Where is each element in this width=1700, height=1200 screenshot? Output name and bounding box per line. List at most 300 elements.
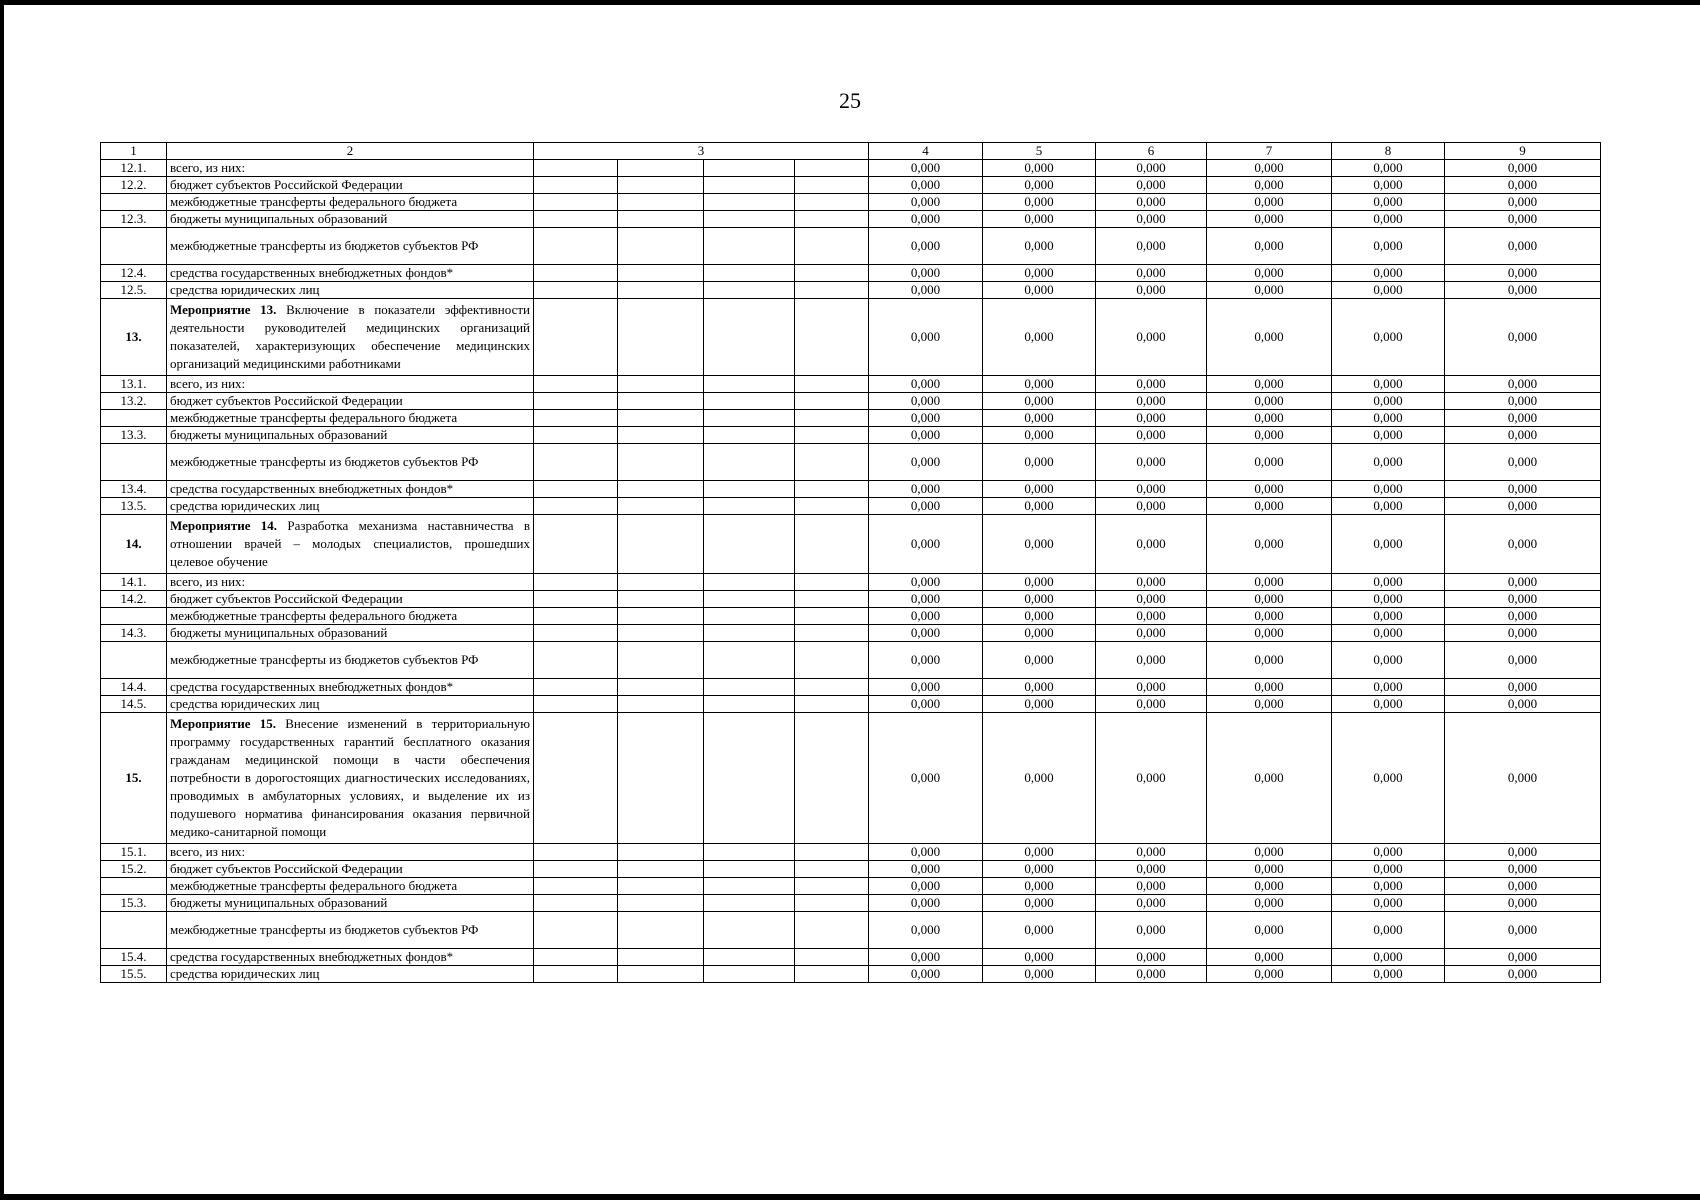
value-cell: 0,000 [1207, 376, 1332, 393]
row-label: межбюджетные трансферты из бюджетов субъектов РФ [167, 444, 534, 481]
blank-cell [534, 515, 618, 574]
table-row [101, 949, 1601, 966]
value-cell: 0,000 [869, 625, 983, 642]
value-cell: 0,000 [1332, 844, 1445, 861]
blank-cell [534, 713, 618, 844]
table-row [101, 393, 1601, 410]
value-cell: 0,000 [1096, 713, 1207, 844]
row-label: бюджет субъектов Российской Федерации [167, 393, 534, 410]
table-row [101, 481, 1601, 498]
blank-cell [704, 265, 795, 282]
blank-cell [534, 574, 618, 591]
blank-cell [704, 376, 795, 393]
blank-cell [795, 228, 869, 265]
value-cell: 0,000 [1445, 912, 1601, 949]
value-cell: 0,000 [1332, 895, 1445, 912]
blank-cell [618, 515, 704, 574]
value-cell: 0,000 [983, 713, 1096, 844]
row-code [101, 444, 167, 481]
value-cell: 0,000 [1207, 642, 1332, 679]
value-cell: 0,000 [983, 444, 1096, 481]
row-code: 14.2. [101, 591, 167, 608]
row-code: 13.5. [101, 498, 167, 515]
row-label: бюджеты муниципальных образований [167, 427, 534, 444]
blank-cell [795, 211, 869, 228]
row-code [101, 228, 167, 265]
value-cell: 0,000 [1445, 625, 1601, 642]
value-cell: 0,000 [1445, 878, 1601, 895]
blank-cell [618, 498, 704, 515]
value-cell: 0,000 [869, 444, 983, 481]
blank-cell [618, 878, 704, 895]
value-cell: 0,000 [1207, 696, 1332, 713]
value-cell: 0,000 [1332, 410, 1445, 427]
row-code: 13.2. [101, 393, 167, 410]
value-cell: 0,000 [869, 177, 983, 194]
blank-cell [795, 696, 869, 713]
value-cell: 0,000 [869, 160, 983, 177]
header-row [101, 143, 1601, 160]
value-cell: 0,000 [1096, 591, 1207, 608]
value-cell: 0,000 [869, 299, 983, 376]
blank-cell [704, 160, 795, 177]
row-label: межбюджетные трансферты федерального бюджета [167, 608, 534, 625]
value-cell: 0,000 [983, 376, 1096, 393]
value-cell: 0,000 [1207, 679, 1332, 696]
table-row [101, 966, 1601, 983]
table-row [101, 625, 1601, 642]
value-cell: 0,000 [1207, 912, 1332, 949]
table-row [101, 642, 1601, 679]
value-cell: 0,000 [1207, 211, 1332, 228]
blank-cell [534, 282, 618, 299]
blank-cell [795, 282, 869, 299]
value-cell: 0,000 [1332, 481, 1445, 498]
row-label: бюджет субъектов Российской Федерации [167, 177, 534, 194]
blank-cell [618, 177, 704, 194]
value-cell: 0,000 [869, 194, 983, 211]
row-code: 14.4. [101, 679, 167, 696]
value-cell: 0,000 [869, 427, 983, 444]
value-cell: 0,000 [1096, 393, 1207, 410]
value-cell: 0,000 [869, 481, 983, 498]
row-code: 12.3. [101, 211, 167, 228]
row-code [101, 878, 167, 895]
blank-cell [795, 410, 869, 427]
value-cell: 0,000 [983, 515, 1096, 574]
blank-cell [795, 861, 869, 878]
blank-cell [795, 878, 869, 895]
value-cell: 0,000 [1207, 299, 1332, 376]
value-cell: 0,000 [1445, 515, 1601, 574]
measure-title-bold: Мероприятие 14. [170, 518, 278, 533]
blank-cell [704, 912, 795, 949]
row-code: 12.5. [101, 282, 167, 299]
blank-cell [534, 642, 618, 679]
row-label: всего, из них: [167, 574, 534, 591]
blank-cell [795, 642, 869, 679]
value-cell: 0,000 [1207, 895, 1332, 912]
value-cell: 0,000 [1096, 625, 1207, 642]
value-cell: 0,000 [1445, 895, 1601, 912]
row-label: межбюджетные трансферты федерального бюджета [167, 194, 534, 211]
table-row [101, 410, 1601, 427]
blank-cell [618, 427, 704, 444]
blank-cell [618, 949, 704, 966]
blank-cell [795, 177, 869, 194]
value-cell: 0,000 [1332, 498, 1445, 515]
value-cell: 0,000 [1207, 160, 1332, 177]
value-cell: 0,000 [1332, 194, 1445, 211]
scan-border-bottom [0, 1194, 1700, 1200]
blank-cell [795, 265, 869, 282]
value-cell: 0,000 [1207, 625, 1332, 642]
value-cell: 0,000 [1207, 410, 1332, 427]
value-cell: 0,000 [1445, 949, 1601, 966]
value-cell: 0,000 [983, 410, 1096, 427]
blank-cell [534, 696, 618, 713]
value-cell: 0,000 [983, 895, 1096, 912]
blank-cell [618, 591, 704, 608]
value-cell: 0,000 [1096, 282, 1207, 299]
value-cell: 0,000 [869, 410, 983, 427]
value-cell: 0,000 [1096, 895, 1207, 912]
value-cell: 0,000 [1332, 625, 1445, 642]
row-label: межбюджетные трансферты из бюджетов субъектов РФ [167, 228, 534, 265]
value-cell: 0,000 [869, 265, 983, 282]
value-cell: 0,000 [1332, 265, 1445, 282]
value-cell: 0,000 [1096, 211, 1207, 228]
blank-cell [618, 376, 704, 393]
value-cell: 0,000 [1096, 194, 1207, 211]
scan-border-top [0, 0, 1700, 5]
value-cell: 0,000 [1445, 410, 1601, 427]
value-cell: 0,000 [1096, 265, 1207, 282]
blank-cell [618, 574, 704, 591]
value-cell: 0,000 [1207, 574, 1332, 591]
value-cell: 0,000 [1445, 194, 1601, 211]
value-cell: 0,000 [1332, 427, 1445, 444]
table-row [101, 861, 1601, 878]
blank-cell [704, 481, 795, 498]
financing-table [100, 142, 1601, 983]
blank-cell [618, 608, 704, 625]
value-cell: 0,000 [1445, 844, 1601, 861]
blank-cell [704, 642, 795, 679]
row-code: 13.1. [101, 376, 167, 393]
value-cell: 0,000 [869, 574, 983, 591]
blank-cell [704, 608, 795, 625]
row-label: средства юридических лиц [167, 282, 534, 299]
measure-title [167, 713, 534, 844]
row-label: межбюджетные трансферты федерального бюджета [167, 410, 534, 427]
value-cell: 0,000 [1332, 966, 1445, 983]
value-cell: 0,000 [869, 844, 983, 861]
value-cell: 0,000 [1445, 177, 1601, 194]
value-cell: 0,000 [1332, 713, 1445, 844]
value-cell: 0,000 [1096, 679, 1207, 696]
table-row [101, 844, 1601, 861]
blank-cell [618, 696, 704, 713]
value-cell: 0,000 [1207, 966, 1332, 983]
blank-cell [704, 713, 795, 844]
table-row [101, 679, 1601, 696]
value-cell: 0,000 [1332, 282, 1445, 299]
value-cell: 0,000 [869, 393, 983, 410]
value-cell: 0,000 [1332, 608, 1445, 625]
table-row [101, 194, 1601, 211]
value-cell: 0,000 [1207, 228, 1332, 265]
value-cell: 0,000 [983, 177, 1096, 194]
value-cell: 0,000 [1096, 912, 1207, 949]
measure-title [167, 299, 534, 376]
value-cell: 0,000 [869, 895, 983, 912]
blank-cell [534, 878, 618, 895]
value-cell: 0,000 [983, 966, 1096, 983]
table-body [101, 143, 1601, 983]
blank-cell [795, 679, 869, 696]
value-cell: 0,000 [869, 713, 983, 844]
blank-cell [795, 444, 869, 481]
table-row [101, 211, 1601, 228]
value-cell: 0,000 [983, 194, 1096, 211]
blank-cell [618, 228, 704, 265]
page-number: 25 [839, 88, 861, 113]
row-label: средства государственных внебюджетных фондов* [167, 949, 534, 966]
measure-title [167, 515, 534, 574]
value-cell: 0,000 [1445, 427, 1601, 444]
blank-cell [534, 444, 618, 481]
value-cell: 0,000 [983, 591, 1096, 608]
row-code [101, 608, 167, 625]
value-cell: 0,000 [983, 282, 1096, 299]
row-code: 12.4. [101, 265, 167, 282]
blank-cell [618, 679, 704, 696]
value-cell: 0,000 [869, 878, 983, 895]
row-label: бюджеты муниципальных образований [167, 895, 534, 912]
blank-cell [704, 949, 795, 966]
row-label: бюджет субъектов Российской Федерации [167, 861, 534, 878]
blank-cell [618, 713, 704, 844]
blank-cell [534, 299, 618, 376]
value-cell: 0,000 [1096, 376, 1207, 393]
table-row [101, 878, 1601, 895]
value-cell: 0,000 [1445, 966, 1601, 983]
value-cell: 0,000 [1096, 177, 1207, 194]
blank-cell [704, 211, 795, 228]
row-label: бюджет субъектов Российской Федерации [167, 591, 534, 608]
value-cell: 0,000 [1096, 861, 1207, 878]
row-label: средства юридических лиц [167, 696, 534, 713]
value-cell: 0,000 [1096, 410, 1207, 427]
value-cell: 0,000 [1096, 481, 1207, 498]
blank-cell [534, 844, 618, 861]
table-row [101, 160, 1601, 177]
blank-cell [704, 427, 795, 444]
value-cell: 0,000 [983, 160, 1096, 177]
value-cell: 0,000 [1445, 444, 1601, 481]
table-row [101, 265, 1601, 282]
blank-cell [534, 194, 618, 211]
value-cell: 0,000 [1207, 515, 1332, 574]
value-cell: 0,000 [1332, 696, 1445, 713]
blank-cell [795, 160, 869, 177]
value-cell: 0,000 [869, 912, 983, 949]
measure-code: 13. [101, 299, 167, 376]
blank-cell [534, 393, 618, 410]
value-cell: 0,000 [1445, 642, 1601, 679]
value-cell: 0,000 [1207, 861, 1332, 878]
row-label: средства государственных внебюджетных фондов* [167, 265, 534, 282]
value-cell: 0,000 [1207, 393, 1332, 410]
measure-row [101, 515, 1601, 574]
row-label: средства государственных внебюджетных фондов* [167, 481, 534, 498]
blank-cell [704, 574, 795, 591]
value-cell: 0,000 [1332, 160, 1445, 177]
header-cell: 9 [1445, 143, 1601, 160]
blank-cell [534, 211, 618, 228]
value-cell: 0,000 [1207, 177, 1332, 194]
value-cell: 0,000 [1096, 878, 1207, 895]
blank-cell [795, 515, 869, 574]
blank-cell [534, 895, 618, 912]
measure-title-text: Разработка механизма наставничества в отношении врачей – молодых специалистов, прошедших целевое обучение [170, 518, 530, 569]
header-cell: 6 [1096, 143, 1207, 160]
value-cell: 0,000 [1445, 498, 1601, 515]
blank-cell [618, 844, 704, 861]
blank-cell [618, 966, 704, 983]
measure-title-bold: Мероприятие 13. [170, 302, 277, 317]
blank-cell [795, 376, 869, 393]
value-cell: 0,000 [1332, 376, 1445, 393]
blank-cell [534, 228, 618, 265]
row-code: 15.1. [101, 844, 167, 861]
value-cell: 0,000 [1445, 265, 1601, 282]
blank-cell [704, 625, 795, 642]
value-cell: 0,000 [1332, 177, 1445, 194]
blank-cell [618, 410, 704, 427]
blank-cell [795, 966, 869, 983]
row-label: межбюджетные трансферты из бюджетов субъектов РФ [167, 642, 534, 679]
blank-cell [795, 194, 869, 211]
blank-cell [534, 427, 618, 444]
value-cell: 0,000 [1096, 228, 1207, 265]
header-cell: 8 [1332, 143, 1445, 160]
row-code [101, 642, 167, 679]
value-cell: 0,000 [1445, 591, 1601, 608]
header-cell: 5 [983, 143, 1096, 160]
blank-cell [704, 393, 795, 410]
value-cell: 0,000 [983, 642, 1096, 679]
table-row [101, 177, 1601, 194]
blank-cell [795, 912, 869, 949]
value-cell: 0,000 [983, 481, 1096, 498]
value-cell: 0,000 [869, 228, 983, 265]
blank-cell [534, 912, 618, 949]
value-cell: 0,000 [983, 696, 1096, 713]
blank-cell [795, 481, 869, 498]
table-row [101, 912, 1601, 949]
blank-cell [795, 844, 869, 861]
blank-cell [704, 177, 795, 194]
value-cell: 0,000 [869, 642, 983, 679]
header-cell: 1 [101, 143, 167, 160]
value-cell: 0,000 [1096, 966, 1207, 983]
value-cell: 0,000 [1096, 427, 1207, 444]
value-cell: 0,000 [983, 949, 1096, 966]
value-cell: 0,000 [1096, 696, 1207, 713]
row-code: 15.4. [101, 949, 167, 966]
header-cell: 7 [1207, 143, 1332, 160]
value-cell: 0,000 [1445, 608, 1601, 625]
value-cell: 0,000 [983, 679, 1096, 696]
blank-cell [618, 299, 704, 376]
blank-cell [618, 282, 704, 299]
table-row [101, 376, 1601, 393]
value-cell: 0,000 [869, 376, 983, 393]
value-cell: 0,000 [1096, 444, 1207, 481]
table-row [101, 608, 1601, 625]
value-cell: 0,000 [869, 282, 983, 299]
value-cell: 0,000 [1207, 282, 1332, 299]
value-cell: 0,000 [1332, 912, 1445, 949]
row-label: межбюджетные трансферты из бюджетов субъектов РФ [167, 912, 534, 949]
blank-cell [534, 376, 618, 393]
measure-row [101, 713, 1601, 844]
table-row [101, 696, 1601, 713]
value-cell: 0,000 [869, 608, 983, 625]
value-cell: 0,000 [1096, 160, 1207, 177]
value-cell: 0,000 [983, 912, 1096, 949]
value-cell: 0,000 [869, 515, 983, 574]
blank-cell [704, 498, 795, 515]
blank-cell [534, 410, 618, 427]
value-cell: 0,000 [1207, 713, 1332, 844]
row-label: средства юридических лиц [167, 498, 534, 515]
row-code: 14.3. [101, 625, 167, 642]
blank-cell [534, 608, 618, 625]
row-label: всего, из них: [167, 844, 534, 861]
value-cell: 0,000 [983, 393, 1096, 410]
value-cell: 0,000 [1445, 211, 1601, 228]
row-code: 12.1. [101, 160, 167, 177]
blank-cell [704, 895, 795, 912]
blank-cell [704, 844, 795, 861]
value-cell: 0,000 [1207, 265, 1332, 282]
value-cell: 0,000 [1445, 713, 1601, 844]
value-cell: 0,000 [983, 878, 1096, 895]
value-cell: 0,000 [1445, 228, 1601, 265]
value-cell: 0,000 [869, 591, 983, 608]
blank-cell [534, 861, 618, 878]
value-cell: 0,000 [1207, 844, 1332, 861]
table-row [101, 895, 1601, 912]
blank-cell [534, 160, 618, 177]
table-row [101, 591, 1601, 608]
blank-cell [704, 515, 795, 574]
blank-cell [795, 393, 869, 410]
row-code: 12.2. [101, 177, 167, 194]
blank-cell [795, 427, 869, 444]
value-cell: 0,000 [1096, 844, 1207, 861]
value-cell: 0,000 [983, 427, 1096, 444]
blank-cell [534, 498, 618, 515]
measure-code: 14. [101, 515, 167, 574]
row-code: 14.5. [101, 696, 167, 713]
blank-cell [704, 444, 795, 481]
row-label: бюджеты муниципальных образований [167, 625, 534, 642]
value-cell: 0,000 [869, 696, 983, 713]
